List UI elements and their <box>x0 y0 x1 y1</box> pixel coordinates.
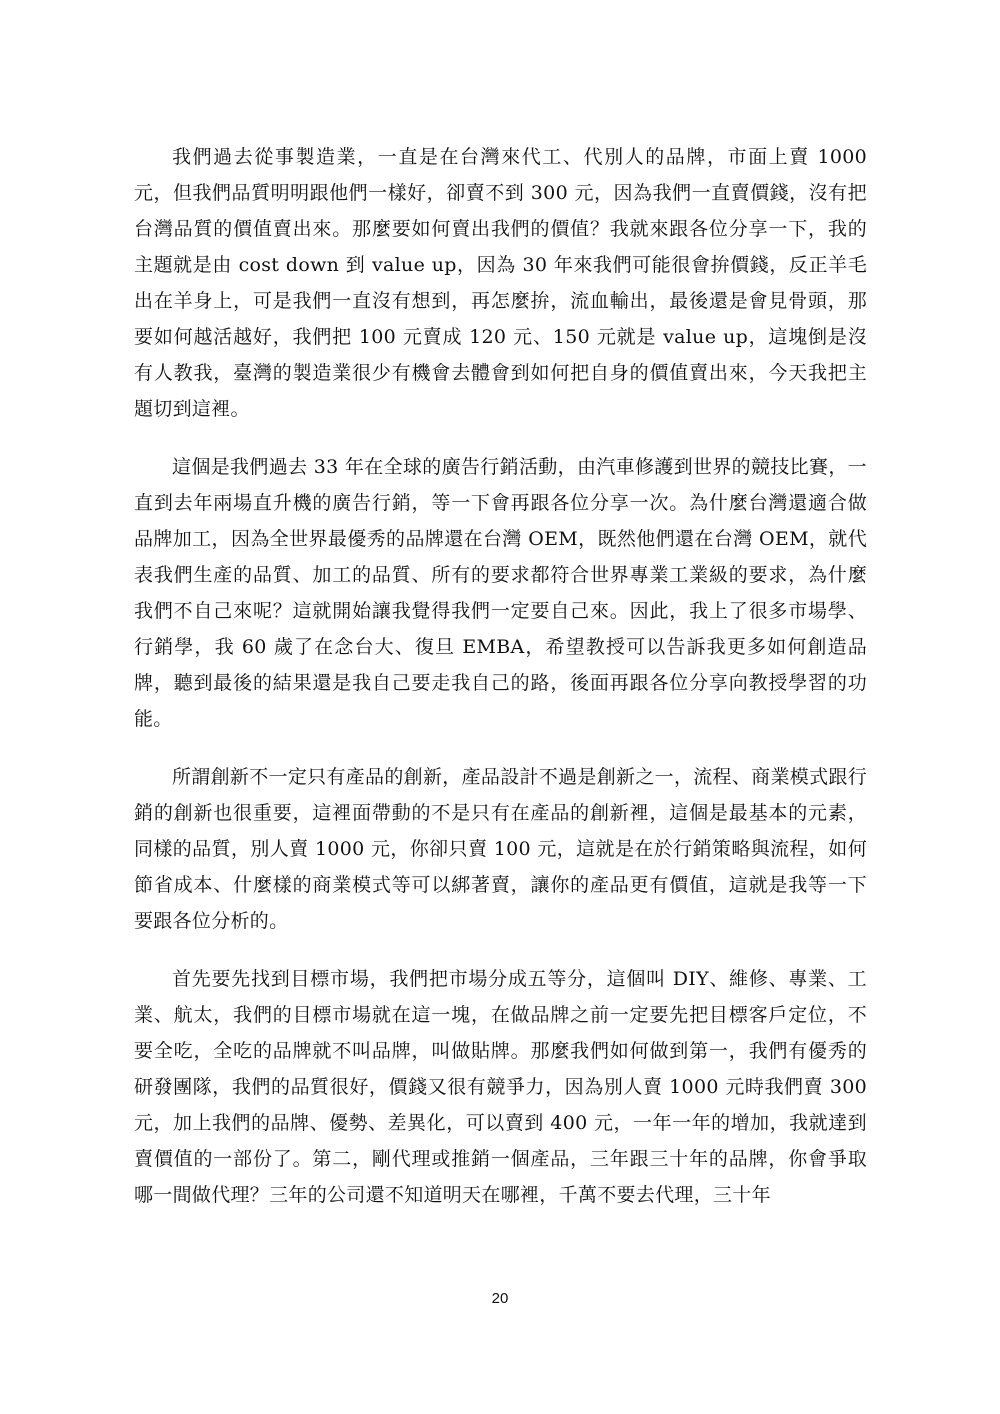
page-number: 20 <box>491 1290 509 1307</box>
body-text <box>134 139 867 1235</box>
paragraph-3: 所謂創新不一定只有產品的創新，產品設計不過是創新之一，流程、商業模式跟行銷的創新也很重要，這裡面帶動的不是只有在產品的創新裡，這個是最基本的元素，同樣的品質，別人賣 1000 元，你卻只賣 100 元，這就是在於行銷策略與流程，如何節省成本、什麼樣的商業模式等可以綁著賣，讓你的產品更有價值，這就是我等一下要跟各位分析的。 <box>134 766 867 932</box>
paragraph-2: 這個是我們過去 33 年在全球的廣告行銷活動，由汽車修護到世界的競技比賽，一直到去年兩場直升機的廣告行銷，等一下會再跟各位分享一次。為什麼台灣還適合做品牌加工，因為全世界最優秀的品牌還在台灣 OEM，既然他們還在台灣 OEM，就代表我們生產的品質、加工的品質、所有的要求都符合世界專業工業級的要求，為什麼我們不自己來呢？這就開始讓我覺得我們一定要自己來。因此，我上了很多市場學、行銷學，我 60 歲了在念台大、復旦 EMBA，希望教授可以告訴我更多如何創造品牌，聽到最後的結果還是我自己要走我自己的路，後面再跟各位分享向教授學習的功能。 <box>134 456 867 730</box>
paragraph-1: 我們過去從事製造業，一直是在台灣來代工、代別人的品牌，市面上賣 1000 元，但我們品質明明跟他們一樣好，卻賣不到 300 元，因為我們一直賣價錢，沒有把台灣品質的價值賣出來。那麼要如何賣出我們的價值？我就來跟各位分享一下，我的主題就是由 cost down 到 value up，因為 30 年來我們可能很會拚價錢，反正羊毛出在羊身上，可是我們一直沒有想到，再怎麼拚，流血輸出，最後還是會見骨頭，那要如何越活越好，我們把 100 元賣成 120 元、150 元就是 value up，這塊倒是沒有人教我，臺灣的製造業很少有機會去體會到如何把自身的價值賣出來，今天我把主題切到這裡。 <box>134 146 867 420</box>
paragraph-4: 首先要先找到目標市場，我們把市場分成五等分，這個叫 DIY、維修、專業、工業、航太，我們的目標市場就在這一塊，在做品牌之前一定要先把目標客戶定位，不要全吃，全吃的品牌就不叫品牌，叫做貼牌。那麼我們如何做到第一，我們有優秀的研發團隊，我們的品質很好，價錢又很有競爭力，因為別人賣 1000 元時我們賣 300 元，加上我們的品牌、優勢、差異化，可以賣到 400 元，一年一年的增加，我就達到賣價值的一部份了。第二，剛代理或推銷一個產品，三年跟三十年的品牌，你會爭取哪一間做代理？三年的公司還不知道明天在哪裡，千萬不要去代理，三十年 <box>134 968 867 1206</box>
